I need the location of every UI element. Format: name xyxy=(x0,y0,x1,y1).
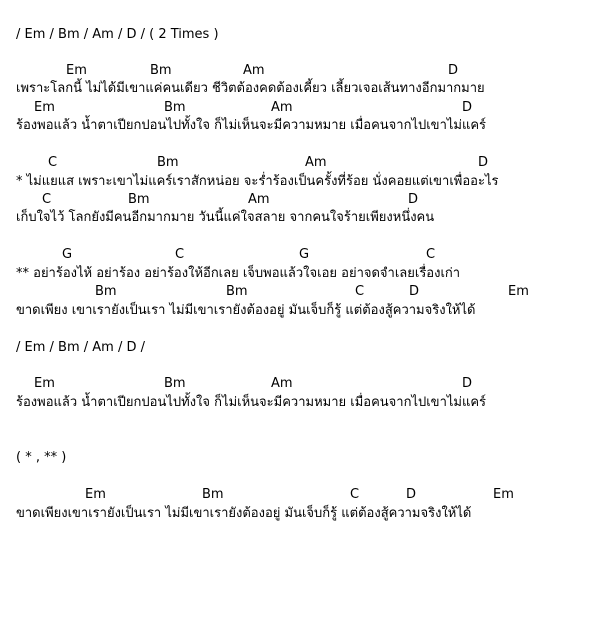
interlude-progression: / Em / Bm / Am / D / xyxy=(16,340,145,355)
repeat-line xyxy=(0,449,600,467)
chord: D xyxy=(408,192,419,207)
chord: Em xyxy=(66,63,87,78)
verse1-lyric-2 xyxy=(0,117,600,135)
chord: D xyxy=(462,100,473,115)
chorus-a-chords-2 xyxy=(0,191,600,209)
chord: Am xyxy=(271,376,293,391)
lyric-text: ร้องพอแล้ว น้ำตาเปียกปอนไปทั้งใจ ก็ไม่เห็นจะมีความหมาย เมื่อคนจากไปเขาไม่แคร์ xyxy=(16,395,487,410)
chord: C xyxy=(350,487,360,502)
verse1-chords-2 xyxy=(0,99,600,117)
chord: Bm xyxy=(157,155,179,170)
intro-line xyxy=(0,26,600,44)
chord: Em xyxy=(85,487,106,502)
chord: Bm xyxy=(226,284,248,299)
chord: D xyxy=(406,487,417,502)
verse1-lyric-1 xyxy=(0,80,600,98)
chord: Am xyxy=(271,100,293,115)
chord: Bm xyxy=(164,100,186,115)
lyric-text: เก็บใจไว้ โลกยังมีคนอีกมากมาย วันนี้แค่ใจสลาย จากคนใจร้ายเพียงหนึ่งคน xyxy=(16,210,435,225)
intro-progression: / Em / Bm / Am / D / ( 2 Times ) xyxy=(16,27,219,42)
chorus-a-lyric-1 xyxy=(0,173,600,191)
chorus-a-chords-1 xyxy=(0,154,600,172)
outro-lyric xyxy=(0,505,600,523)
chord: Bm xyxy=(95,284,117,299)
chord: C xyxy=(426,247,436,262)
interlude-line xyxy=(0,339,600,357)
lyric-text: ** อย่าร้องไห้ อย่าร้อง อย่าร้องให้อีกเลย เจ็บพอแล้วใจเอย อย่าจดจำเลยเรื่องเก่า xyxy=(16,266,461,281)
verse1-chords-1 xyxy=(0,62,600,80)
lyric-text: ขาดเพียงเขาเรายังเป็นเรา ไม่มีเขาเรายังต้องอยู่ มันเจ็บก็รู้ แต่ต้องสู้ความจริงให้ได้ xyxy=(16,506,472,521)
chord: Am xyxy=(248,192,270,207)
chord: Em xyxy=(493,487,514,502)
chord: Bm xyxy=(202,487,224,502)
outro-chords xyxy=(0,486,600,504)
chord: G xyxy=(299,247,310,262)
chord: Am xyxy=(305,155,327,170)
chord: Em xyxy=(34,376,55,391)
chord: D xyxy=(478,155,489,170)
chord: D xyxy=(448,63,459,78)
chord: C xyxy=(42,192,52,207)
chord: Bm xyxy=(164,376,186,391)
verse2-lyric xyxy=(0,394,600,412)
chorus-b-lyric-2 xyxy=(0,302,600,320)
lyric-text: ร้องพอแล้ว น้ำตาเปียกปอนไปทั้งใจ ก็ไม่เห็นจะมีความหมาย เมื่อคนจากไปเขาไม่แคร์ xyxy=(16,118,487,133)
chord: C xyxy=(355,284,365,299)
chord: Em xyxy=(508,284,529,299)
chord: C xyxy=(48,155,58,170)
chorus-b-chords-2 xyxy=(0,283,600,301)
chord: G xyxy=(62,247,73,262)
chorus-a-lyric-2 xyxy=(0,209,600,227)
chord: C xyxy=(175,247,185,262)
chord: Bm xyxy=(150,63,172,78)
chord: Em xyxy=(34,100,55,115)
chorus-b-lyric-1 xyxy=(0,265,600,283)
chord: D xyxy=(409,284,420,299)
chord: Am xyxy=(243,63,265,78)
chorus-b-chords-1 xyxy=(0,246,600,264)
lyric-text: ขาดเพียง เขาเรายังเป็นเรา ไม่มีเขาเรายังต้องอยู่ มันเจ็บก็รู้ แต่ต้องสู้ความจริงให้ได้ xyxy=(16,303,476,318)
chord: Bm xyxy=(128,192,150,207)
lyric-text: เพราะโลกนี้ ไม่ได้มีเขาแค่คนเดียว ชีวิตต้องคดต้องเคี้ยว เลี้ยวเจอเส้นทางอีกมากมาย xyxy=(16,81,485,96)
lyric-text: * ไม่แยแส เพราะเขาไม่แคร์เราสักหน่อย จะร่ำร้องเป็นครั้งที่ร้อย นั่งคอยแต่เขาเพื่ออะไร xyxy=(16,174,499,189)
chord: D xyxy=(462,376,473,391)
repeat-marker: ( * , ** ) xyxy=(16,450,67,465)
verse2-chords xyxy=(0,375,600,393)
